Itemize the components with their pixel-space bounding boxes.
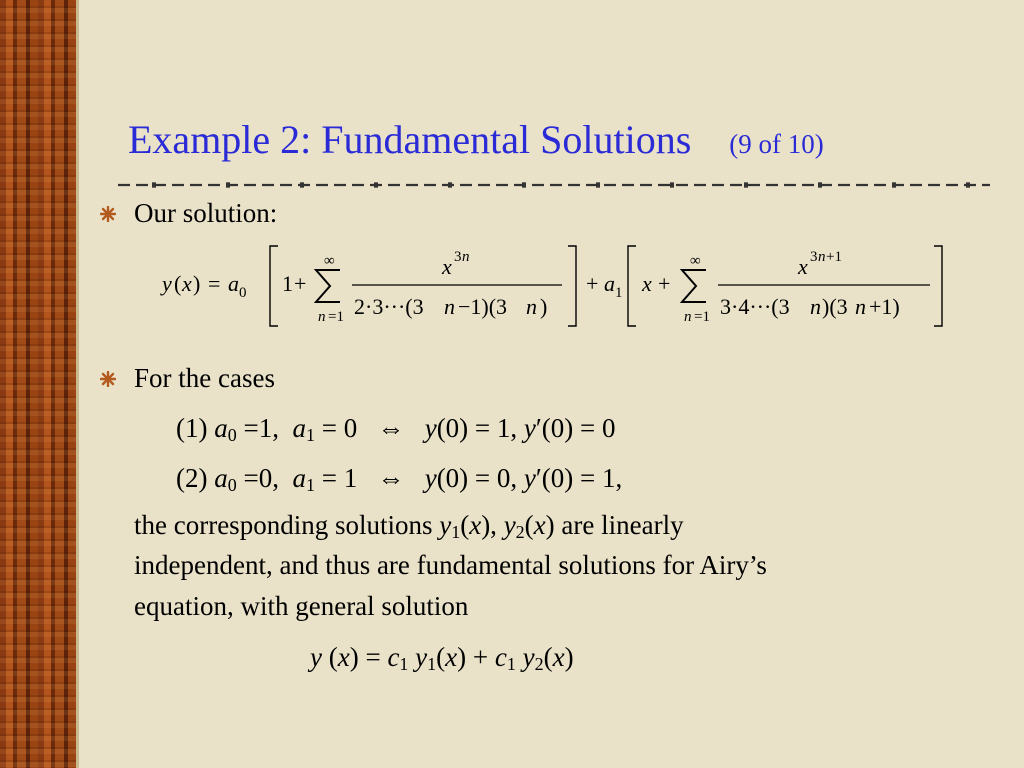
paragraph-line-3: equation, with general solution <box>134 591 469 621</box>
svg-text:y: y <box>162 271 172 296</box>
svg-text:n: n <box>462 249 470 265</box>
iff-symbol: ⇔ <box>377 463 405 493</box>
svg-text:x: x <box>182 271 192 296</box>
initial-condition-y: (0) = 0, <box>436 463 518 493</box>
svg-text:x: x <box>442 254 452 279</box>
a1-value: = 0 <box>321 413 358 443</box>
svg-text:n: n <box>818 249 826 265</box>
svg-text:+: + <box>658 271 671 296</box>
svg-text:3: 3 <box>810 249 818 265</box>
svg-text:n: n <box>684 309 692 325</box>
initial-condition-yprime: (0) = 0 <box>541 413 616 443</box>
title-divider <box>118 181 990 189</box>
initial-condition-yprime: (0) = 1, <box>541 463 623 493</box>
svg-text:=1: =1 <box>328 309 344 325</box>
svg-text:+1: +1 <box>826 249 842 265</box>
svg-text:0: 0 <box>239 285 247 301</box>
para-text: are linearly <box>561 510 684 540</box>
svg-text:∞: ∞ <box>690 253 701 269</box>
case-2: (2) $a_0 =0$, $a_1 = 1$ ⇔ y(0) = 0, y′(0) = 1, <box>176 463 623 495</box>
title-suffix: (9 of 10) <box>729 129 824 159</box>
series-solution-formula <box>158 236 958 336</box>
title-text: Example 2: Fundamental Solutions <box>128 117 692 162</box>
case-1: (1) $a_0 =1$, $a_1 = 0$ ⇔ y(0) = 1, y′(0) = 0 <box>176 413 616 445</box>
svg-text:2·3···(3: 2·3···(3 <box>354 294 424 319</box>
svg-text:n: n <box>444 294 455 319</box>
a0-value: =0, <box>243 463 279 493</box>
svg-text:n: n <box>855 294 866 319</box>
svg-text:): ) <box>193 271 201 296</box>
svg-text:a: a <box>604 271 615 296</box>
svg-text:1: 1 <box>615 285 623 301</box>
decorative-side-stripe <box>0 0 76 768</box>
asterisk-bullet-icon <box>100 371 116 387</box>
svg-text:x: x <box>642 271 652 296</box>
svg-text:=: = <box>208 271 221 296</box>
a0-value: =1, <box>243 413 279 443</box>
svg-text:+1): +1) <box>869 294 900 319</box>
svg-text:a: a <box>228 271 239 296</box>
svg-text:(: ( <box>174 271 182 296</box>
paragraph-line-1: the corresponding solutions $y_1(x)$, $y_2(x)$ are linearly <box>134 510 684 542</box>
svg-text:3·4···(3: 3·4···(3 <box>720 294 790 319</box>
svg-text:∞: ∞ <box>324 253 335 269</box>
svg-text:n: n <box>810 294 821 319</box>
svg-text:n: n <box>526 294 537 319</box>
svg-text:x: x <box>798 254 808 279</box>
bullet-for-the-cases: For the cases <box>134 363 275 393</box>
svg-text:=1: =1 <box>694 309 710 325</box>
case-label: (2) <box>176 463 208 493</box>
svg-text:+: + <box>586 271 599 296</box>
a1-value: = 1 <box>321 463 358 493</box>
svg-text:3: 3 <box>454 249 462 265</box>
svg-text:+: + <box>294 271 307 296</box>
asterisk-bullet-icon <box>100 206 116 222</box>
svg-text:1: 1 <box>282 271 293 296</box>
para-text: the corresponding solutions <box>134 510 433 540</box>
case-label: (1) <box>176 413 208 443</box>
svg-text:): ) <box>540 294 548 319</box>
svg-text:)(3: )(3 <box>822 294 848 319</box>
initial-condition-y: (0) = 1, <box>436 413 518 443</box>
svg-text:n: n <box>318 309 326 325</box>
bullet-our-solution: Our solution: <box>134 198 278 228</box>
iff-symbol: ⇔ <box>377 413 405 443</box>
slide-title <box>128 116 824 163</box>
stripe-edge <box>76 0 79 768</box>
svg-text:−1)(3: −1)(3 <box>458 294 508 319</box>
general-solution-formula: y $(x) = c_1$ $y_1(x) + c_1$ $y_2(x)$ <box>310 642 574 674</box>
paragraph-line-2: independent, and thus are fundamental solutions for Airy’s <box>134 550 767 580</box>
